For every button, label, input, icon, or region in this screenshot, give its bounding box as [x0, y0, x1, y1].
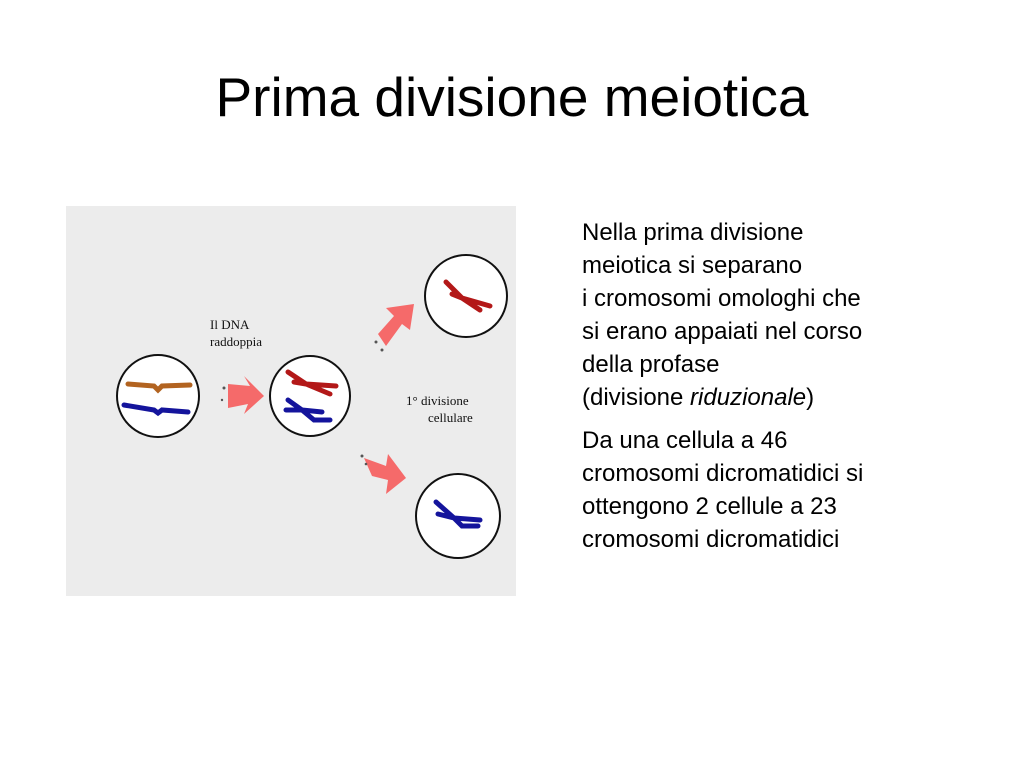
explanation-text — [582, 216, 1002, 566]
arrow-duplication — [221, 376, 264, 414]
label-division-line2: cellulare — [428, 410, 473, 425]
p2-line: ottengono 2 cellule a 23 — [582, 493, 837, 520]
p1-line: i cromosomi omologhi che — [582, 285, 861, 312]
paragraph-homologous-separation — [582, 216, 1002, 414]
arrow-up — [375, 304, 415, 352]
p1-line: Nella prima divisione — [582, 219, 804, 246]
p1-tail-prefix: (divisione — [582, 384, 691, 411]
p2-line: cromosomi dicromatidici si — [582, 460, 864, 487]
p1-tail-suffix: ) — [806, 384, 815, 411]
label-dna-doubles — [210, 316, 262, 350]
label-first-division — [406, 392, 473, 426]
term-reductional: riduzionale — [690, 384, 807, 411]
p1-line: della profase — [582, 351, 720, 378]
arrow-down — [361, 454, 407, 494]
p1-line-reductional — [582, 381, 1002, 414]
paragraph-chromosome-count — [582, 424, 1002, 556]
cell-result-top — [425, 255, 507, 337]
cell-duplicated — [270, 356, 350, 436]
label-dna-line2: raddoppia — [210, 334, 262, 349]
slide-title: Prima divisione meiotica — [215, 66, 809, 128]
label-dna-line1: Il DNA — [210, 317, 250, 332]
p2-line: cromosomi dicromatidici — [582, 526, 840, 553]
meiosis-diagram — [66, 206, 516, 596]
p2-line: Da una cellula a 46 — [582, 427, 788, 454]
cell-result-bottom — [416, 474, 500, 558]
cell-initial — [117, 355, 199, 437]
p1-line: meiotica si separano — [582, 252, 803, 279]
label-division-line1: 1° divisione — [406, 393, 469, 408]
p1-line: si erano appaiati nel corso — [582, 318, 863, 345]
